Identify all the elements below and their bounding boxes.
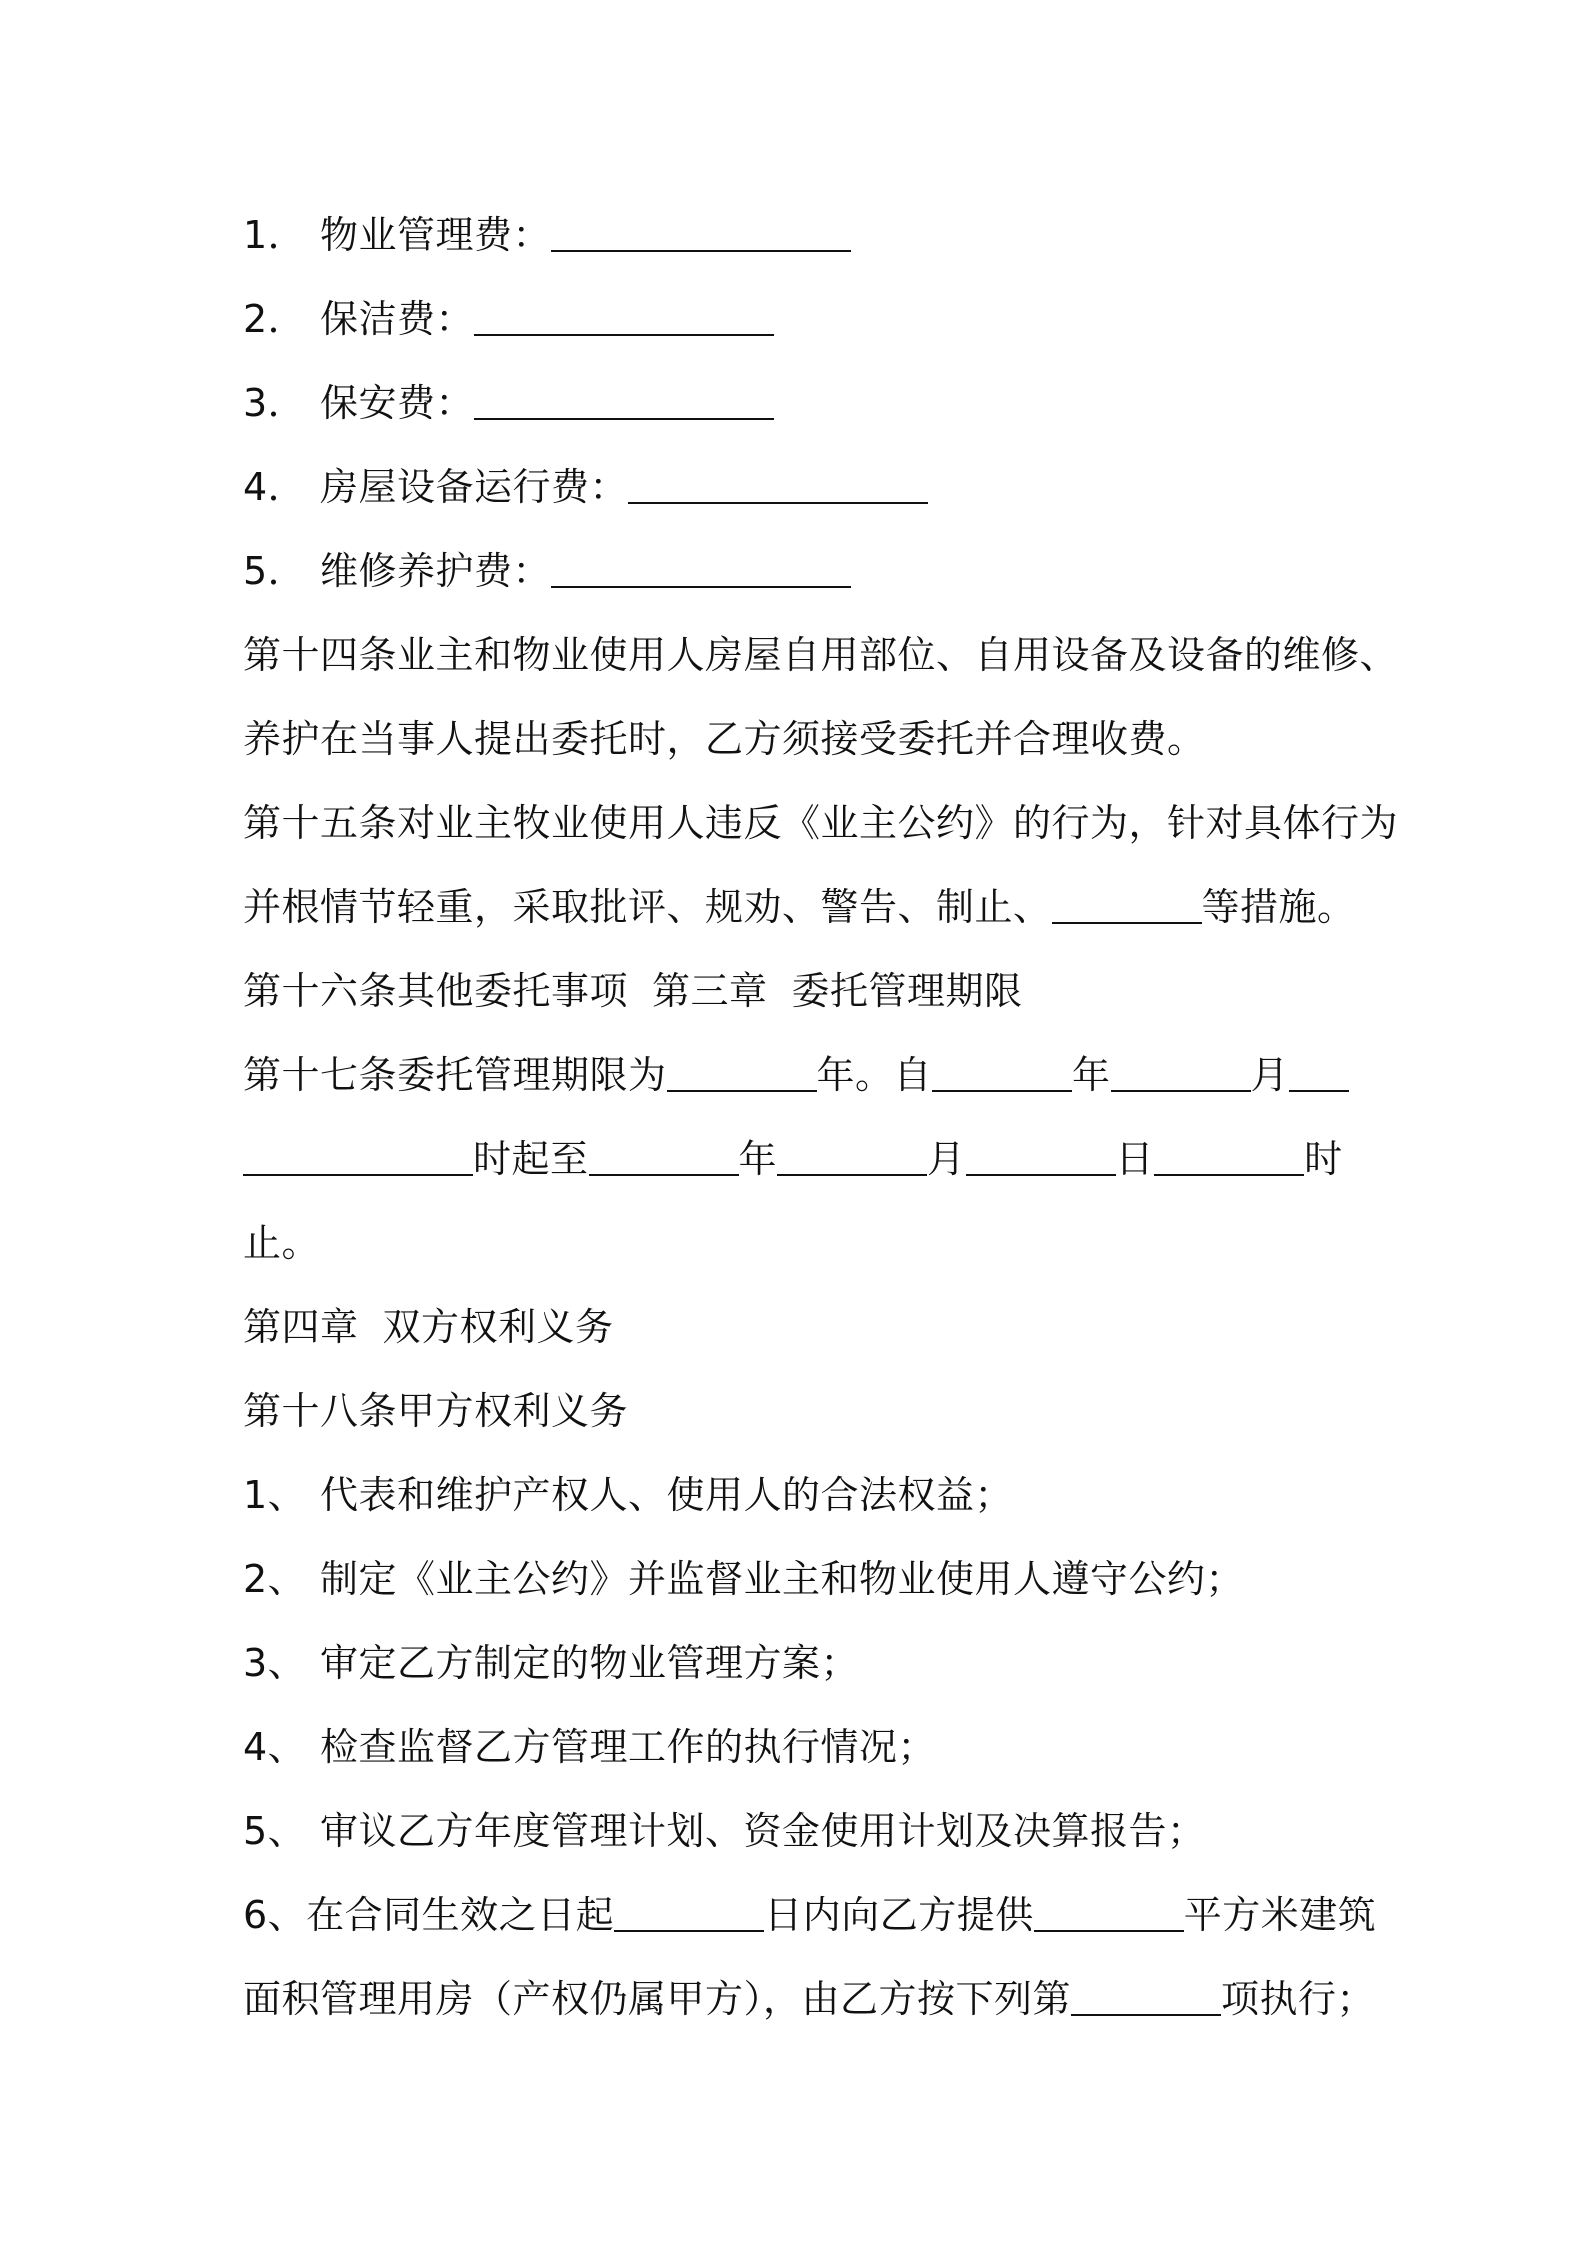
article-18-item-6-line-1	[243, 1873, 1377, 1957]
fill-blank[interactable]	[1071, 1976, 1221, 2016]
fee-label: 物业管理费：	[320, 213, 552, 257]
item-number: 5、	[243, 1809, 307, 1853]
fee-number: 4．	[243, 465, 307, 509]
item-text: 制定《业主公约》并监督业主和物业使用人遵守公约；	[320, 1557, 1245, 1601]
article-18-item-6-line-2	[243, 1957, 1376, 2041]
fee-item-5	[243, 529, 1355, 613]
fee-number: 1．	[243, 213, 307, 257]
article-18-item-1	[243, 1453, 1355, 1537]
document-body	[243, 193, 1399, 2041]
chapter-3-label: 第三章	[652, 969, 768, 1013]
article-16	[243, 949, 1355, 1033]
article-17-year-unit-2: 年	[738, 1137, 778, 1181]
item-6-text-days: 日内向乙方提供	[764, 1893, 1034, 1937]
fill-blank[interactable]	[474, 296, 774, 336]
article-17-line-1	[243, 1033, 1355, 1117]
article-17-line-2	[243, 1117, 1355, 1201]
article-17-hour-unit: 时	[1304, 1137, 1343, 1181]
chapter-3-title: 委托管理期限	[791, 969, 1023, 1013]
fill-blank[interactable]	[1034, 1892, 1184, 1932]
item-6-text-end: 项执行；	[1221, 1977, 1376, 2021]
item-6-text: 6、在合同生效之日起	[243, 1893, 615, 1937]
article-14-line-2: 养护在当事人提出委托时，乙方须接受委托并合理收费。	[243, 717, 1206, 761]
article-17-line-3: 止。	[243, 1221, 321, 1265]
fill-blank[interactable]	[667, 1052, 817, 1092]
item-text: 代表和维护产权人、使用人的合法权益；	[320, 1473, 1014, 1517]
fill-blank[interactable]	[1289, 1052, 1349, 1092]
fee-item-2	[243, 277, 1355, 361]
fill-blank[interactable]	[628, 464, 928, 504]
article-18-item-3	[243, 1621, 1355, 1705]
article-15-line-1: 第十五条对业主牧业使用人违反《业主公约》的行为，针对具体行为	[243, 801, 1399, 845]
fill-blank[interactable]	[551, 548, 851, 588]
article-14-line-1: 第十四条业主和物业使用人房屋自用部位、自用设备及设备的维修、	[243, 633, 1399, 677]
article-18-item-4	[243, 1705, 1355, 1789]
fill-blank[interactable]	[551, 212, 851, 252]
chapter-4-heading	[243, 1285, 1355, 1369]
fee-label: 保安费：	[320, 381, 475, 425]
chapter-4-label: 第四章	[243, 1305, 359, 1349]
article-17-year-unit: 年	[1072, 1053, 1111, 1097]
article-18-item-2	[243, 1537, 1355, 1621]
item-text: 审定乙方制定的物业管理方案；	[320, 1641, 860, 1685]
item-6-text-cont: 面积管理用房（产权仍属甲方），由乙方按下列第	[243, 1977, 1072, 2021]
item-text: 检查监督乙方管理工作的执行情况；	[320, 1725, 937, 1769]
article-18-title: 第十八条甲方权利义务	[243, 1389, 629, 1433]
fill-blank[interactable]	[966, 1136, 1116, 1176]
article-17-month-unit-2: 月	[927, 1137, 966, 1181]
fill-blank[interactable]	[243, 1136, 473, 1176]
item-number: 4、	[243, 1725, 307, 1769]
fee-number: 5．	[243, 549, 307, 593]
article-17-day-unit: 日	[1115, 1137, 1155, 1181]
article-18-item-5	[243, 1789, 1355, 1873]
fee-item-4	[243, 445, 1355, 529]
fill-blank[interactable]	[1052, 884, 1202, 924]
article-15-text-end: 等措施。	[1201, 885, 1356, 929]
fee-item-3	[243, 361, 1355, 445]
fill-blank[interactable]	[777, 1136, 927, 1176]
fill-blank[interactable]	[614, 1892, 764, 1932]
item-6-text-area: 平方米建筑	[1183, 1893, 1377, 1937]
article-17-text: 第十七条委托管理期限为	[243, 1053, 667, 1097]
article-15-text: 并根情节轻重，采取批评、规劝、警告、制止、	[243, 885, 1052, 929]
fill-blank[interactable]	[1154, 1136, 1304, 1176]
fill-blank[interactable]	[932, 1052, 1072, 1092]
article-15-line-2	[243, 865, 1355, 949]
fee-label: 保洁费：	[320, 297, 475, 341]
chapter-4-title: 双方权利义务	[382, 1305, 614, 1349]
fee-item-1	[243, 193, 1355, 277]
fill-blank[interactable]	[1111, 1052, 1251, 1092]
fee-number: 2．	[243, 297, 307, 341]
fee-number: 3．	[243, 381, 307, 425]
fee-label: 房屋设备运行费：	[320, 465, 629, 509]
item-text: 审议乙方年度管理计划、资金使用计划及决算报告；	[320, 1809, 1206, 1853]
article-17-from-label: 时起至	[473, 1137, 589, 1181]
article-16-text: 第十六条其他委托事项	[243, 969, 629, 1013]
fee-label: 维修养护费：	[320, 549, 552, 593]
article-17-month-unit: 月	[1250, 1053, 1290, 1097]
item-number: 2、	[243, 1557, 307, 1601]
fill-blank[interactable]	[589, 1136, 739, 1176]
article-17-year-label: 年。自	[816, 1053, 933, 1097]
item-number: 1、	[243, 1473, 307, 1517]
item-number: 3、	[243, 1641, 307, 1685]
fill-blank[interactable]	[474, 380, 774, 420]
